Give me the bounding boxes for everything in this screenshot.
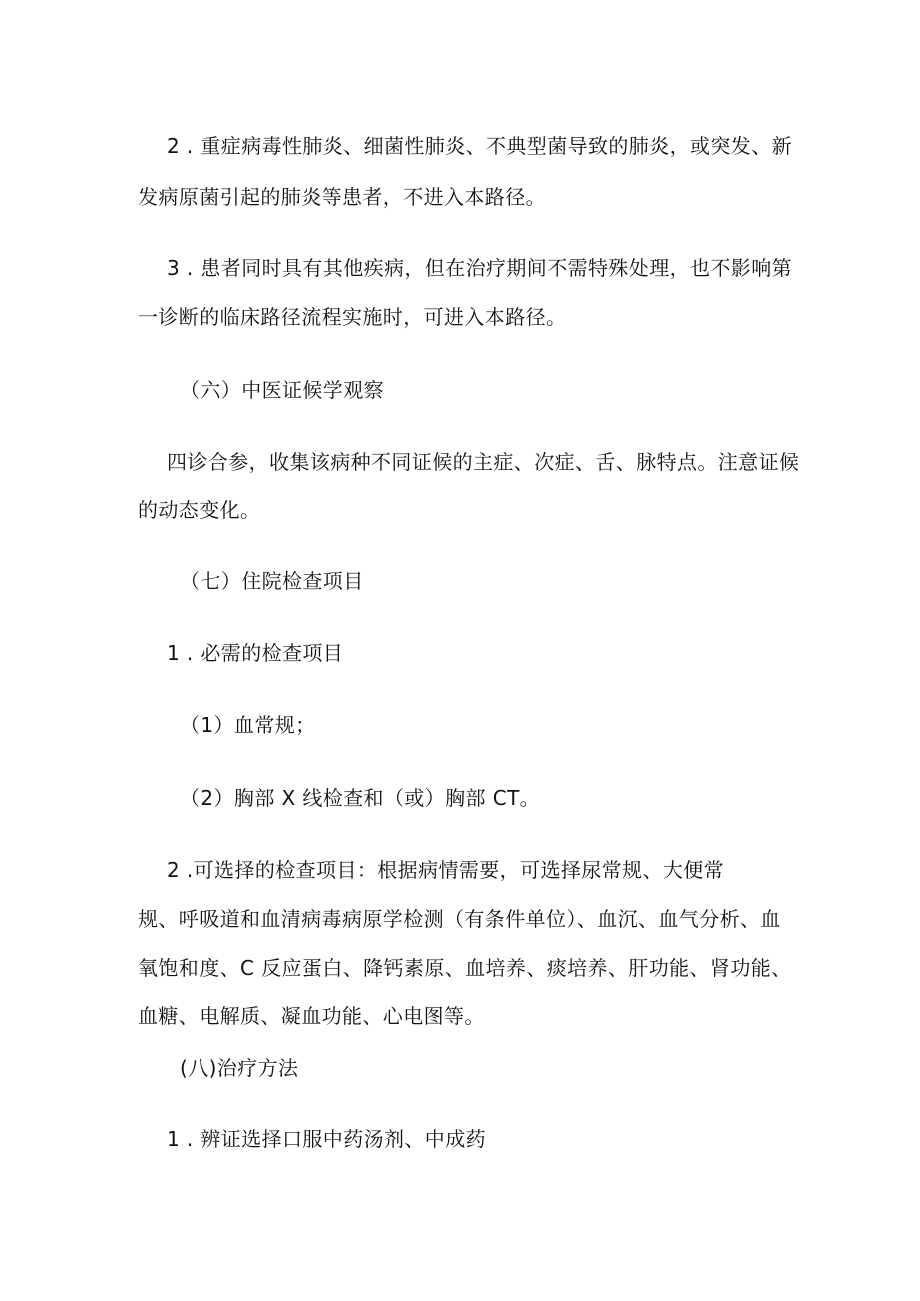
section8-heading: (八)治疗方法 bbox=[180, 1056, 299, 1080]
item3-line2: 一诊断的临床路径流程实施时，可进入本路径。 bbox=[138, 305, 567, 329]
optional-items-line4: 血糖、电解质、凝血功能、心电图等。 bbox=[138, 1004, 485, 1028]
required-item-1: （1）血常规； bbox=[180, 713, 316, 737]
item2-line2: 发病原菌引起的肺炎等患者，不进入本路径。 bbox=[138, 185, 546, 209]
required-item-2: （2）胸部 X 线检查和（或）胸部 CT。 bbox=[180, 786, 541, 810]
required-items-heading: 1 . 必需的检查项目 bbox=[167, 641, 344, 665]
section7-heading: （七）住院检查项目 bbox=[180, 569, 364, 593]
treatment-item-1: 1 . 辨证选择口服中药汤剂、中成药 bbox=[167, 1127, 486, 1151]
section6-heading: （六）中医证候学观察 bbox=[180, 378, 384, 402]
optional-items-line1: 2 .可选择的检查项目：根据病情需要，可选择尿常规、大便常 bbox=[167, 858, 725, 882]
optional-items-line3: 氧饱和度、C 反应蛋白、降钙素原、血培养、痰培养、肝功能、肾功能、 bbox=[138, 956, 792, 980]
section6-para-line1: 四诊合参，收集该病种不同证候的主症、次症、舌、脉特点。注意证候 bbox=[167, 450, 800, 474]
section6-para-line2: 的动态变化。 bbox=[138, 498, 261, 522]
optional-items-line2: 规、呼吸道和血清病毒病原学检测（有条件单位）、血沉、血气分析、血 bbox=[138, 907, 781, 931]
item3-line1: 3 . 患者同时具有其他疾病，但在治疗期间不需特殊处理，也不影响第 bbox=[167, 256, 792, 280]
item2-line1: 2 . 重症病毒性肺炎、细菌性肺炎、不典型菌导致的肺炎，或突发、新 bbox=[167, 134, 792, 158]
